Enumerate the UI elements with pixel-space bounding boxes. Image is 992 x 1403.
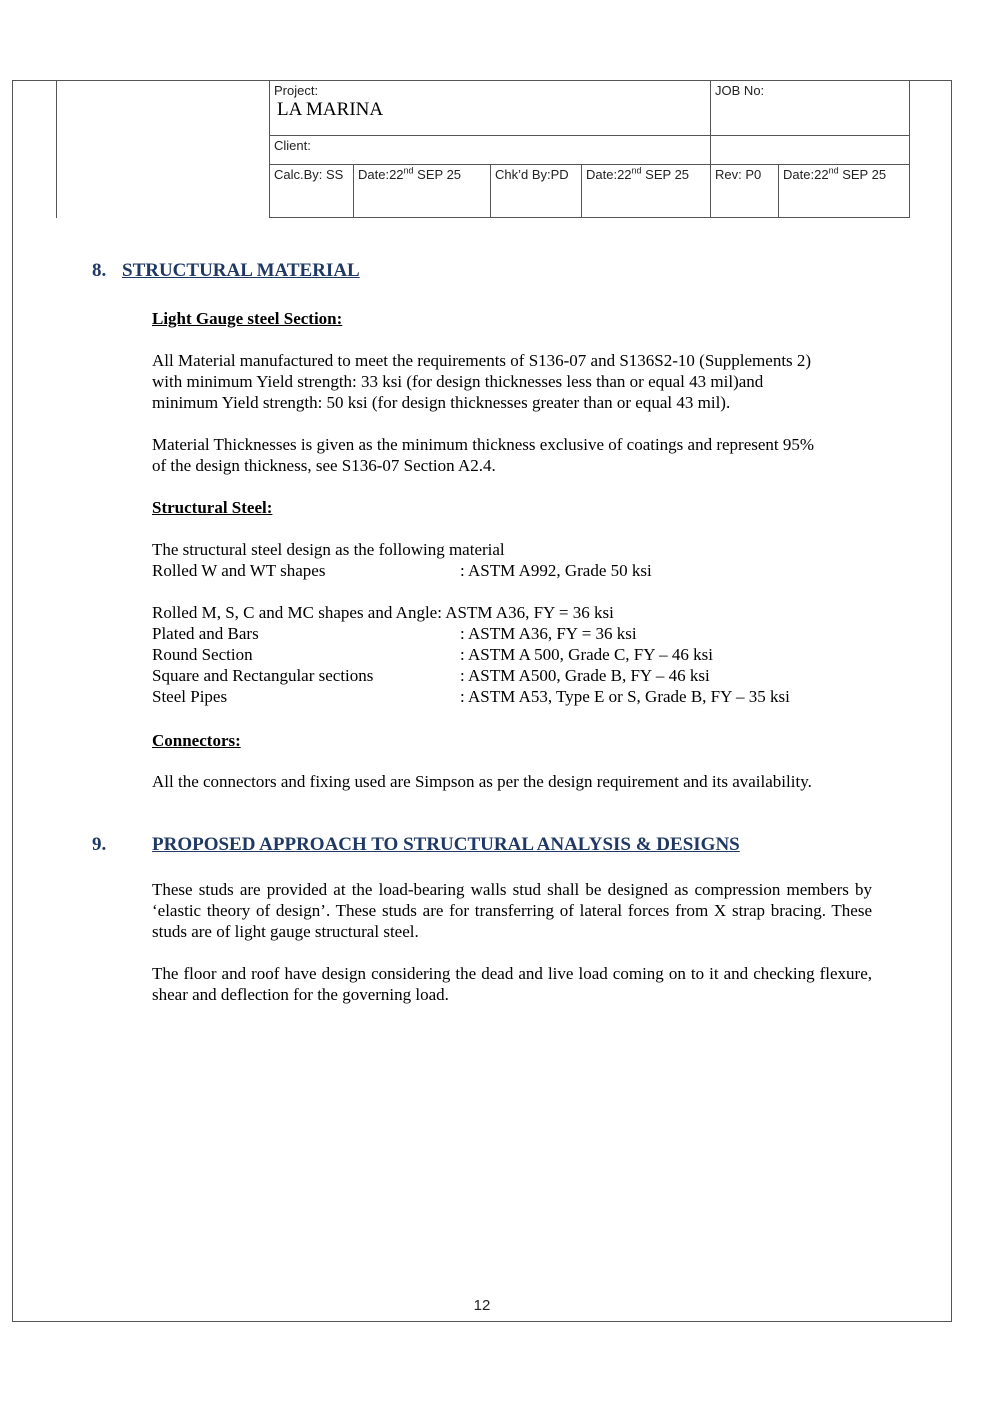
page-number: 12 <box>473 1297 491 1314</box>
material-spec: : ASTM A36, FY = 36 ksi <box>460 624 637 643</box>
material-row <box>152 602 872 623</box>
calc-by-text: Calc.By: SS <box>274 167 344 182</box>
checked-date-prefix: Date:22 <box>586 167 632 182</box>
light-gauge-para2-line1: Material Thicknesses is given as the minimum thickness exclusive of coatings and represent 95% <box>152 435 815 454</box>
rev-text: Rev: P0 <box>715 167 762 182</box>
material-name: Rolled M, S, C and MC shapes and Angle <box>152 603 438 622</box>
material-spec: : ASTM A 500, Grade C, FY – 46 ksi <box>460 645 713 664</box>
calc-date-prefix: Date:22 <box>358 167 404 182</box>
material-row <box>152 686 872 707</box>
light-gauge-paragraph-2 <box>152 434 872 476</box>
calc-by-cell <box>270 165 354 218</box>
light-gauge-para2-line2: of the design thickness, see S136-07 Section A2.4. <box>152 456 496 475</box>
material-spec: : ASTM A992, Grade 50 ksi <box>460 561 652 580</box>
light-gauge-para1-line3: minimum Yield strength: 50 ksi (for design thicknesses greater than or equal 43 mil). <box>152 393 731 412</box>
project-label: Project: <box>274 83 319 98</box>
calc-date-suffix: SEP 25 <box>413 167 462 182</box>
material-row <box>152 560 872 581</box>
checked-by-cell <box>491 165 582 218</box>
material-spec: : ASTM A36, FY = 36 ksi <box>437 603 614 622</box>
connectors-heading: Connectors: <box>152 731 241 750</box>
project-name: LA MARINA <box>277 99 384 120</box>
rev-date-suffix: SEP 25 <box>838 167 887 182</box>
section-9-title: PROPOSED APPROACH TO STRUCTURAL ANALYSIS & DESIGNS <box>152 834 740 855</box>
connectors-text: All the connectors and fixing used are Simpson as per the design requirement and its availability. <box>152 772 812 791</box>
light-gauge-paragraph-1 <box>152 350 872 413</box>
client-blank-cell <box>711 136 910 165</box>
page-frame-bottom <box>12 1321 952 1322</box>
calc-date-sup: nd <box>403 165 414 176</box>
project-cell <box>270 81 711 136</box>
section-9-number: 9. <box>92 834 107 855</box>
calc-date-cell <box>354 165 491 218</box>
checked-date-suffix: SEP 25 <box>641 167 690 182</box>
material-row <box>152 665 872 686</box>
structural-steel-heading: Structural Steel: <box>152 498 273 517</box>
logo-area-divider <box>56 80 57 218</box>
material-name: Round Section <box>152 645 253 664</box>
material-spec: : ASTM A500, Grade B, FY – 46 ksi <box>460 666 710 685</box>
rev-cell <box>711 165 779 218</box>
rev-date-sup: nd <box>828 165 839 176</box>
client-cell <box>270 136 711 165</box>
material-name: Rolled W and WT shapes <box>152 561 326 580</box>
section-8-number: 8. <box>92 260 107 281</box>
rev-date-cell <box>779 165 910 218</box>
client-label: Client: <box>274 138 311 153</box>
material-spec: : ASTM A53, Type E or S, Grade B, FY – 35 ksi <box>460 687 790 706</box>
job-no-label: JOB No: <box>715 83 765 98</box>
checked-by-text: Chk’d By:PD <box>495 167 569 182</box>
checked-date-sup: nd <box>631 165 642 176</box>
rev-date-prefix: Date:22 <box>783 167 829 182</box>
material-name: Steel Pipes <box>152 687 228 706</box>
section-9-paragraph-2: The floor and roof have design considering the dead and live load coming on to it and checking flexure, shear and deflection for the governing load. <box>152 964 872 1004</box>
page-frame-left <box>12 80 13 1322</box>
material-row <box>152 623 872 644</box>
section-9-paragraph-1: These studs are provided at the load-bearing walls stud shall be designed as compression members by ‘elastic theory of design’. These studs are for transferring of lateral forces from X strap bracing. These studs are of light gauge structural steel. <box>152 880 872 941</box>
light-gauge-para1-line1: All Material manufactured to meet the requirements of S136-07 and S136S2-10 (Supplements 2) <box>152 351 812 370</box>
structural-steel-intro: The structural steel design as the following material <box>152 540 505 559</box>
light-gauge-heading: Light Gauge steel Section: <box>152 309 343 328</box>
title-block-table <box>269 80 910 218</box>
checked-date-cell <box>582 165 711 218</box>
job-no-cell <box>711 81 910 136</box>
material-row <box>152 644 872 665</box>
page-frame-right <box>951 80 952 1322</box>
material-name: Square and Rectangular sections <box>152 666 374 685</box>
light-gauge-para1-line2: with minimum Yield strength: 33 ksi (for design thicknesses less than or equal 43 mil)and <box>152 372 764 391</box>
section-8-title: STRUCTURAL MATERIAL <box>122 260 360 281</box>
material-name: Plated and Bars <box>152 624 259 643</box>
